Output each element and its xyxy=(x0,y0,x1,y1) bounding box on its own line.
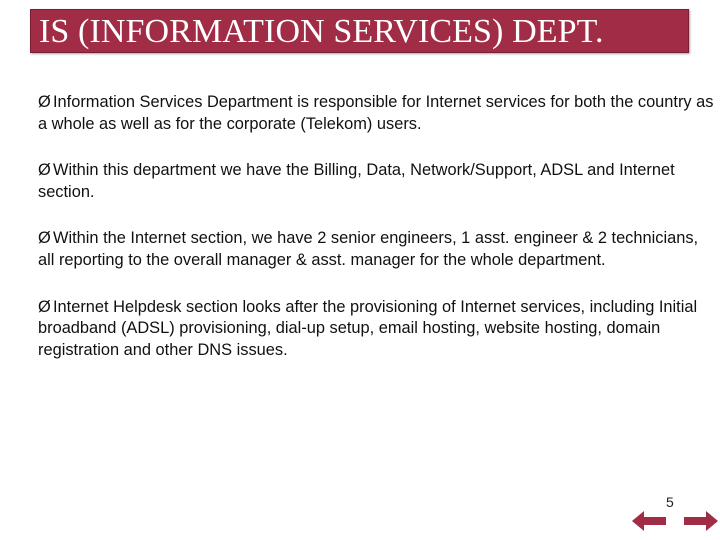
bullet-text: Internet Helpdesk section looks after the provisioning of Internet services, including Initial broadband (ADSL) provisioning, dial-up setup, email hosting, website hosting, domain registration and other DNS issues. xyxy=(38,297,698,359)
bullet-list xyxy=(38,92,718,386)
bullet-item xyxy=(38,297,718,362)
arrowhead-bullet-icon: Ø xyxy=(38,161,51,180)
bullet-item xyxy=(38,228,718,271)
slide-title: IS (INFORMATION SERVICES) DEPT. xyxy=(39,13,604,50)
title-bar xyxy=(30,9,689,53)
next-slide-button[interactable] xyxy=(684,510,718,532)
bullet-text: Within the Internet section, we have 2 senior engineers, 1 asst. engineer & 2 technicians, all reporting to the overall manager & asst. manager for the whole department. xyxy=(38,229,699,269)
arrow-left-icon xyxy=(632,510,666,532)
arrowhead-bullet-icon: Ø xyxy=(38,229,51,248)
bullet-text: Information Services Department is responsible for Internet services for both the country as a whole as well as for the corporate (Telekom) users. xyxy=(38,93,714,133)
bullet-text: Within this department we have the Billing, Data, Network/Support, ADSL and Internet section. xyxy=(38,161,675,201)
arrow-right-icon xyxy=(684,510,718,532)
previous-slide-button[interactable] xyxy=(632,510,666,532)
arrowhead-bullet-icon: Ø xyxy=(38,297,51,316)
arrowhead-bullet-icon: Ø xyxy=(38,93,51,111)
page-number: 5 xyxy=(666,494,674,510)
bullet-item xyxy=(38,160,718,203)
bullet-item xyxy=(38,92,718,135)
